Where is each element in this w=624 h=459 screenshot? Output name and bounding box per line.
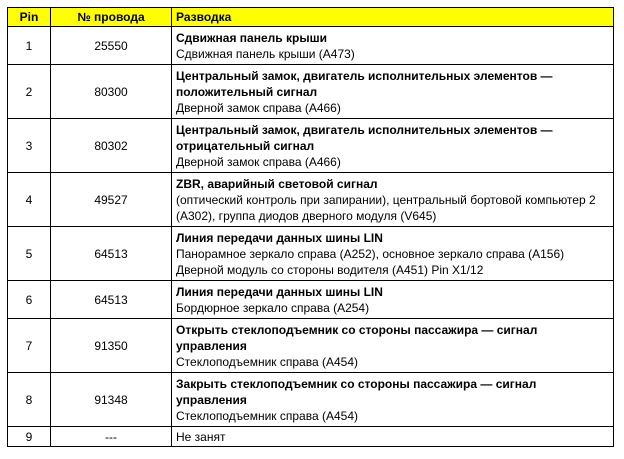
cell-pin: 2 [8,65,51,119]
wiring-detail: (оптический контроль при запирании), центральный бортовой компьютер 2 (A302), группа диодов дверного модуля (V645) [176,192,596,223]
table-row [8,373,614,427]
cell-wire-number: 91350 [51,319,172,373]
wiring-detail: Дверной замок справа (A466) [176,100,341,115]
table-header-row [8,8,614,27]
cell-wire-number: 49527 [51,173,172,227]
cell-wiring [172,319,614,373]
cell-pin: 5 [8,227,51,281]
wiring-detail: Стеклоподъемник справа (A454) [176,408,358,423]
wiring-detail: Сдвижная панель крыши (A473) [176,46,355,61]
cell-wire-number: 80302 [51,119,172,173]
cell-wiring [172,281,614,319]
header-pin: Pin [8,8,51,27]
wiring-title: ZBR, аварийный световой сигнал [176,176,378,191]
cell-pin: 8 [8,373,51,427]
wiring-title: Центральный замок, двигатель исполнительных элементов — отрицательный сигнал [176,122,553,153]
wiring-detail: Бордюрное зеркало справа (A254) [176,300,370,315]
wiring-detail: Панорамное зеркало справа (A252), основное зеркало справа (A156) Дверной модуль со стороны водителя (A451) Pin X1/12 [176,246,565,277]
wiring-title: Линия передачи данных шины LIN [176,230,383,245]
cell-wiring [172,427,614,447]
cell-wiring [172,373,614,427]
cell-pin: 9 [8,427,51,447]
table-row [8,427,614,447]
wiring-detail: Не занят [176,429,226,444]
cell-wire-number: 91348 [51,373,172,427]
cell-pin: 6 [8,281,51,319]
wiring-title: Открыть стеклоподъемник со стороны пассажира — сигнал управления [176,322,538,353]
cell-wiring [172,227,614,281]
wiring-detail: Стеклоподъемник справа (A454) [176,354,358,369]
pin-assignment-table [7,7,614,447]
header-wiring: Разводка [172,8,614,27]
cell-wire-number: 25550 [51,27,172,65]
table-row [8,227,614,281]
cell-wiring [172,173,614,227]
table-row [8,173,614,227]
cell-pin: 1 [8,27,51,65]
wiring-title: Центральный замок, двигатель исполнительных элементов — положительный сигнал [176,68,553,99]
cell-pin: 7 [8,319,51,373]
wiring-title: Закрыть стеклоподъемник со стороны пассажира — сигнал управления [176,376,537,407]
table-row [8,319,614,373]
wiring-detail: Дверной замок справа (A466) [176,154,341,169]
cell-pin: 3 [8,119,51,173]
cell-wire-number: 64513 [51,281,172,319]
cell-wire-number: 64513 [51,227,172,281]
header-wire-number: № провода [51,8,172,27]
cell-wire-number: --- [51,427,172,447]
cell-wiring [172,65,614,119]
table-row [8,27,614,65]
cell-wire-number: 80300 [51,65,172,119]
wiring-title: Линия передачи данных шины LIN [176,284,383,299]
wiring-title: Сдвижная панель крыши [176,30,327,45]
table-row [8,281,614,319]
table-row [8,119,614,173]
table-row [8,65,614,119]
cell-wiring [172,119,614,173]
cell-wiring [172,27,614,65]
cell-pin: 4 [8,173,51,227]
